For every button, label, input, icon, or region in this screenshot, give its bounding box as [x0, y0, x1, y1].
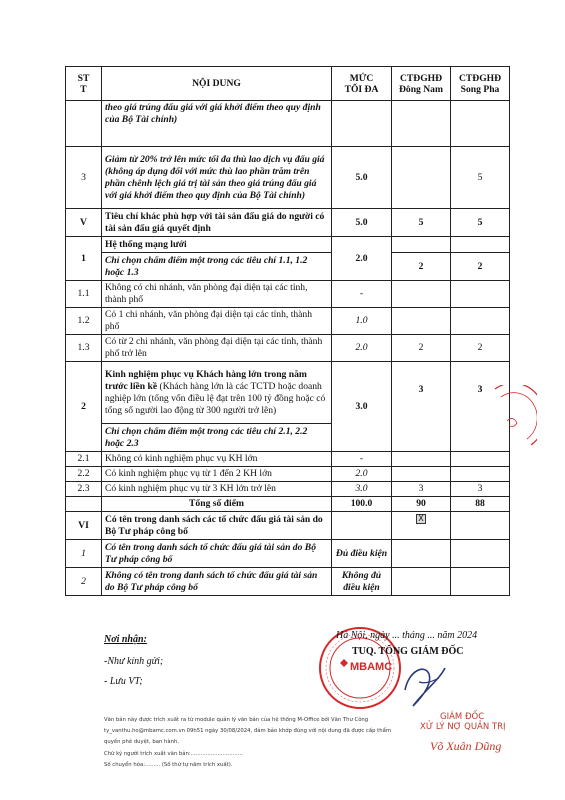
cell-max: 5.0 [332, 147, 392, 209]
header-dong-nam: CTĐGHĐ Đông Nam [392, 67, 451, 101]
cell-song-pha [451, 512, 510, 540]
signer-department: XỬ LÝ NỢ QUẢN TRỊ [420, 722, 506, 732]
cell-content: theo giá trúng đấu giá với giá khởi điểm theo quy định của Bộ Tài chính) [102, 101, 332, 147]
cell-content-title: Hệ thống mạng lưới [102, 237, 332, 253]
table-row [66, 237, 510, 253]
cell-max: 2.0 [332, 237, 392, 281]
cell-content: Có từ 2 chi nhánh, văn phòng đại diện tại các tỉnh, thành phố trở lên [102, 335, 332, 362]
cell-content: Có tên trong danh sách các tổ chức đấu giá tài sản do Bộ Tư pháp công bố [102, 512, 332, 540]
cell-content: Không có kinh nghiệm phục vụ KH lớn [102, 452, 332, 467]
cell-stt: 1.2 [66, 308, 102, 335]
cell-song-pha: 2 [451, 253, 510, 281]
cell-content: Giảm từ 20% trở lên mức tối đa thù lao dịch vụ đấu giá (không áp dụng đối với mức thù lao phần trăm trên phần chênh lệch giá trị tài sản theo giá trúng đấu giá với giá khởi điểm theo quy định của Bộ Tài chính) [102, 147, 332, 209]
cell-dong-nam: 5 [392, 209, 451, 237]
criteria-table [65, 66, 510, 596]
cell-song-pha: 5 [451, 209, 510, 237]
signer-name: Võ Xuân Dũng [430, 739, 502, 753]
cell-song-pha [451, 540, 510, 568]
signer-role: GIÁM ĐỐC [440, 712, 485, 722]
cell-stt [66, 497, 102, 512]
cell-content: Tiêu chí khác phù hợp với tài sản đấu giá do người có tài sản đấu giá quyết định [102, 209, 332, 237]
cell-dong-nam: 2 [392, 253, 451, 281]
table-row [66, 568, 510, 596]
handwritten-signature-icon [395, 660, 455, 712]
cell-max: Không đủ điều kiện [332, 568, 392, 596]
cell-stt: 2.1 [66, 452, 102, 467]
footer-line: Số chuyển hóa:......... (Số thứ tự năm trích xuất). [104, 762, 233, 768]
cell-stt: 2.3 [66, 482, 102, 497]
cell-content: Có tên trong danh sách tổ chức đấu giá tài sản do Bộ Tư pháp công bố [102, 540, 332, 568]
table-row [66, 101, 510, 147]
table-row [66, 467, 510, 482]
table-row [66, 482, 510, 497]
cell-content-title [102, 362, 332, 424]
cell-dong-nam [392, 147, 451, 209]
cell-song-pha: 5 [451, 147, 510, 209]
cell-max [332, 101, 392, 147]
cell-song-pha-empty [451, 237, 510, 253]
cell-stt: VI [66, 512, 102, 540]
footer-line: Chữ ký người trích xuất văn bản:............................... [104, 751, 243, 757]
header-song-pha: CTĐGHĐ Song Pha [451, 67, 510, 101]
cell-dong-nam [392, 512, 451, 540]
cell-stt [66, 101, 102, 147]
cell-content: Có 1 chi nhánh, văn phòng đại diện tại các tỉnh, thành phố [102, 308, 332, 335]
cell-song-pha: 3 [451, 482, 510, 497]
cell-dong-nam [392, 467, 451, 482]
table-row [66, 147, 510, 209]
cell-song-pha-total: 88 [451, 497, 510, 512]
checked-box-icon: X [416, 514, 426, 524]
cell-stt: V [66, 209, 102, 237]
recipient-item: - Lưu VT; [104, 676, 143, 687]
cell-dong-nam [392, 568, 451, 596]
cell-dong-nam [392, 101, 451, 147]
cell-max: 3.0 [332, 362, 392, 452]
cell-max: - [332, 281, 392, 308]
footer-line: quyền phê duyệt, ban hành. [104, 739, 180, 745]
cell-max: 1.0 [332, 308, 392, 335]
recipients-label: Nơi nhận: [104, 634, 147, 645]
seal-text: MBAMC [350, 661, 393, 673]
cell-stt: 1 [66, 540, 102, 568]
cell-dong-nam-empty [392, 237, 451, 253]
table-row [66, 512, 510, 540]
cell-dong-nam [392, 540, 451, 568]
table-header-row [66, 67, 510, 101]
cell-max: 2.0 [332, 335, 392, 362]
cell-stt: 2 [66, 362, 102, 452]
table-row [66, 209, 510, 237]
table-row [66, 540, 510, 568]
cell-max [332, 512, 392, 540]
cell-song-pha [451, 467, 510, 482]
header-content: NỘI DUNG [102, 67, 332, 101]
cell-content: Không có chi nhánh, văn phòng đại diện tại các tỉnh, thành phố [102, 281, 332, 308]
cell-song-pha [451, 568, 510, 596]
cell-max: Đủ điều kiện [332, 540, 392, 568]
header-max: MỨC TỐI ĐA [332, 67, 392, 101]
cell-max: 3.0 [332, 482, 392, 497]
cell-dong-nam: 3 [392, 362, 451, 452]
cell-stt: 3 [66, 147, 102, 209]
cell-content-note: Chỉ chọn chấm điểm một trong các tiêu chí 1.1, 1.2 hoặc 1.3 [102, 253, 332, 281]
total-row [66, 497, 510, 512]
signer-title: TUQ. TỔNG GIÁM ĐỐC [352, 646, 464, 657]
table-row [66, 253, 510, 281]
footer-line: Văn bản này được trích xuất ra từ module quản lý văn bản của hệ thống M-Office bởi Văn Thư Công [104, 717, 369, 723]
header-stt: ST T [66, 67, 102, 101]
cell-max: 5.0 [332, 209, 392, 237]
cell-stt: 2 [66, 568, 102, 596]
cell-max: - [332, 452, 392, 467]
cell-content: Không có tên trong danh sách tổ chức đấu giá tài sản do Bộ Tư pháp công bố [102, 568, 332, 596]
table-row [66, 335, 510, 362]
cell-dong-nam: 2 [392, 335, 451, 362]
cell-content-total: Tổng số điểm [102, 497, 332, 512]
cell-song-pha [451, 308, 510, 335]
cell-song-pha: 2 [451, 335, 510, 362]
footer-line: ty_vanthu.ho@mbamc.com.vn 09h51 ngày 30/08/2024, đảm bảo khớp đúng với nội dung đã được cấp thẩm [104, 728, 391, 734]
table-row [66, 452, 510, 467]
cell-max-total: 100.0 [332, 497, 392, 512]
cell-song-pha [451, 101, 510, 147]
cell-content-note: Chỉ chọn chấm điểm một trong các tiêu chí 2.1, 2.2 hoặc 2.3 [102, 424, 332, 452]
cell-stt: 1.1 [66, 281, 102, 308]
recipient-item: -Như kính gửi; [104, 656, 164, 667]
cell-dong-nam [392, 452, 451, 467]
table-row [66, 362, 510, 424]
cell-stt: 1.3 [66, 335, 102, 362]
cell-stt: 2.2 [66, 467, 102, 482]
cell-content-rest: (Khách hàng lớn là các TCTD hoặc doanh nghiệp lớn (tổng vốn điều lệ đạt trên 100 tỷ đồng hoặc có tổng số người lao động từ 300 người trở lên) [105, 380, 326, 416]
table-row [66, 308, 510, 335]
cell-max: 2.0 [332, 467, 392, 482]
cell-content: Có kinh nghiệm phục vụ từ 1 đến 2 KH lớn [102, 467, 332, 482]
cell-song-pha [451, 281, 510, 308]
cell-stt: 1 [66, 237, 102, 281]
signing-date: Hà Nội, ngày ... tháng ... năm 2024 [336, 630, 478, 641]
cell-dong-nam [392, 281, 451, 308]
cell-content-bold: Kinh nghiệm phục vụ Khách hàng lớn trong năm trước liền kề [105, 368, 307, 392]
table-row [66, 281, 510, 308]
cell-song-pha: 3 [451, 362, 510, 452]
cell-content: Có kinh nghiệm phục vụ từ 3 KH lớn trở lên [102, 482, 332, 497]
side-seal-icon [487, 385, 537, 455]
cell-dong-nam [392, 308, 451, 335]
cell-dong-nam-total: 90 [392, 497, 451, 512]
cell-dong-nam: 3 [392, 482, 451, 497]
